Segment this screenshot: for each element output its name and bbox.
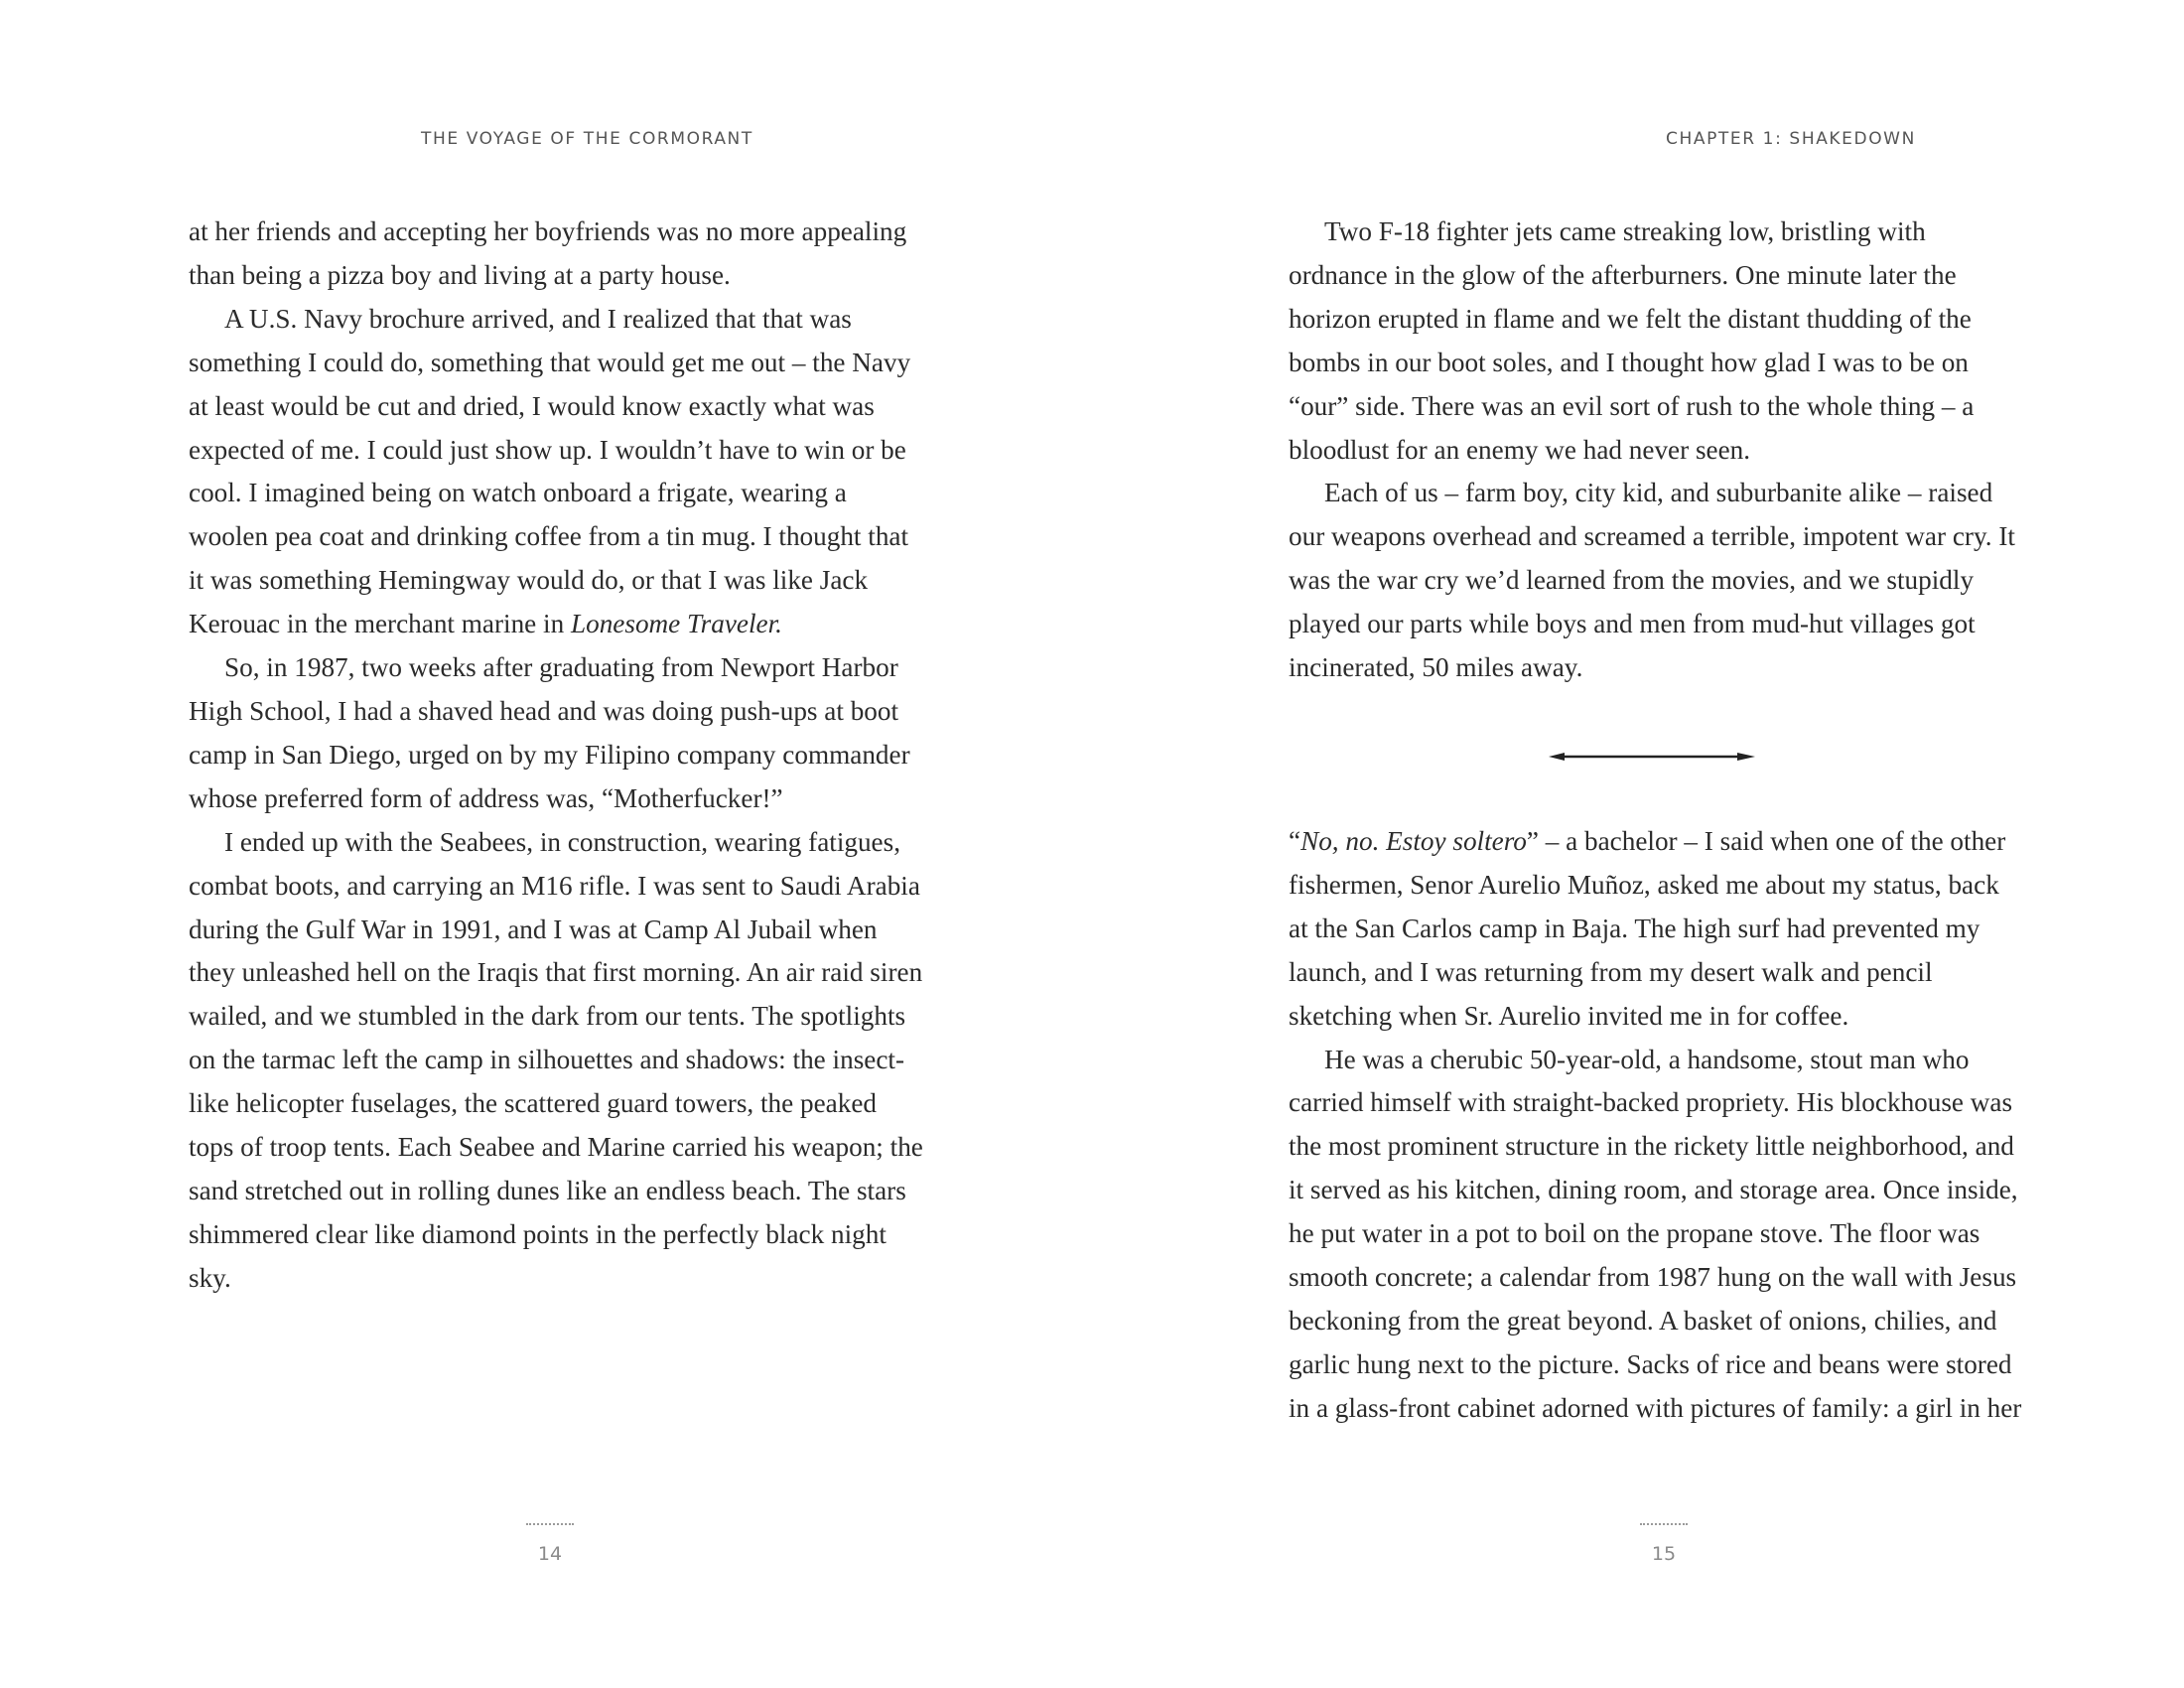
- paragraph: A U.S. Navy brochure arrived, and I realized that that was something I could do, something that would get me out – the Navy at least would be cut and dried, I would know exactly what was expected of me. I could just show up. I wouldn’t have to win or be cool. I imagined being on watch onboard a frigate, wearing a woolen pea coat and drinking coffee from a tin mug. I thought that it was something Hemingway would do, or that I was like Jack Kerouac in the merchant marine in Lonesome Traveler.: [189, 303, 911, 639]
- right-page-body: [1289, 211, 2023, 690]
- page-number: 14: [537, 1543, 563, 1565]
- page-number: 15: [1651, 1543, 1677, 1565]
- paragraph: So, in 1987, two weeks after graduating from Newport Harbor High School, I had a shaved head and was doing push-ups at boot camp in San Diego, urged on by my Filipino company commander whose preferred form of address was, “Motherfucker!”: [189, 652, 910, 813]
- running-head-book-title: THE VOYAGE OF THE CORMORANT: [421, 129, 753, 149]
- paragraph: Two F-18 fighter jets came streaking low, bristling with ordnance in the glow of the afterburners. One minute later the horizon erupted in flame and we felt the distant thudding of the bombs in our boot soles, and I thought how glad I was to be on “our” side. There was an evil sort of rush to the whole thing – a bloodlust for an enemy we had never seen.: [1289, 216, 1975, 465]
- paragraph: at her friends and accepting her boyfriends was no more appealing than being a pizza boy and living at a party house.: [189, 216, 907, 290]
- paragraph: He was a cherubic 50-year-old, a handsome, stout man who carried himself with straight-backed propriety. His blockhouse was the most prominent structure in the rickety little neighborhood, and it served as his kitchen, dining room, and storage area. Once inside, he put water in a pot to boil on the propane stove. The floor was smooth concrete; a calendar from 1987 hung on the wall with Jesus beckoning from the great beyond. A basket of onions, chilies, and garlic hung next to the picture. Sacks of rice and beans were stored in a glass-front cabinet adorned with pictures of family: a girl in her: [1289, 1044, 2022, 1423]
- running-head-chapter-title: CHAPTER 1: SHAKEDOWN: [1666, 129, 1916, 149]
- folio-dotted-rule: [1640, 1523, 1688, 1525]
- section-break-ornament: [1549, 747, 1755, 767]
- book-title-italic: Lonesome Traveler.: [571, 609, 782, 639]
- left-page-body: [189, 211, 923, 1301]
- paragraph: Each of us – farm boy, city kid, and suburbanite alike – raised our weapons overhead and screamed a terrible, impotent war cry. It was the war cry we’d learned from the movies, and we stupidly played our parts while boys and men from mud-hut villages got incinerated, 50 miles away.: [1289, 478, 2015, 683]
- right-page-body-continued: [1289, 820, 2023, 1431]
- folio-dotted-rule: [526, 1523, 574, 1525]
- paragraph: “No, no. Estoy soltero” – a bachelor – I said when one of the other fishermen, Senor Aurelio Muñoz, asked me about my status, back at the San Carlos camp in Baja. The high surf had prevented my launch, and I was returning from my desert walk and pencil sketching when Sr. Aurelio invited me in for coffee.: [1289, 826, 2006, 1031]
- paragraph: I ended up with the Seabees, in construction, wearing fatigues, combat boots, and carrying an M16 rifle. I was sent to Saudi Arabia during the Gulf War in 1991, and I was at Camp Al Jubail when they unleashed hell on the Iraqis that first morning. An air raid siren wailed, and we stumbled in the dark from our tents. The spotlights on the tarmac left the camp in silhouettes and shadows: the insect-like helicopter fuselages, the scattered guard towers, the peaked tops of troop tents. Each Seabee and Marine carried his weapon; the sand stretched out in rolling dunes like an endless beach. The stars shimmered clear like diamond points in the perfectly black night sky.: [189, 826, 923, 1293]
- spanish-phrase-italic: No, no. Estoy soltero: [1300, 826, 1527, 856]
- right-page: [1092, 0, 2184, 1688]
